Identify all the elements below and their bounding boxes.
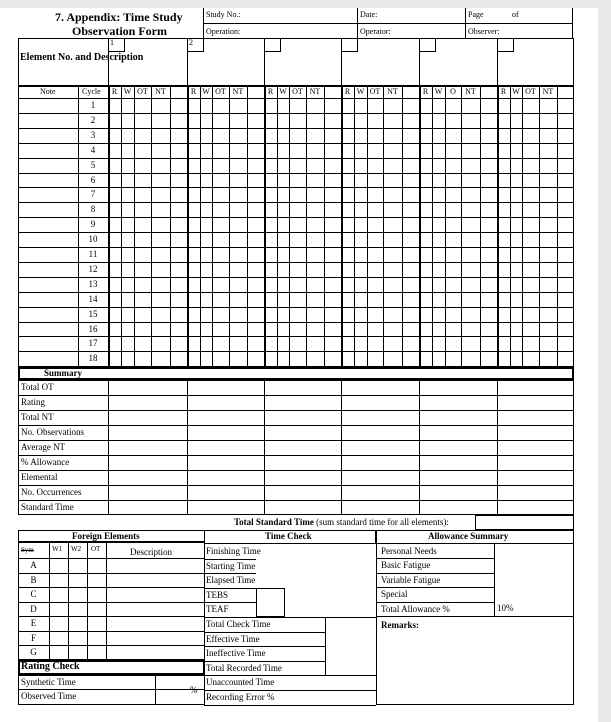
of-label: of <box>512 10 519 19</box>
foreign-elements-title: Foreign Elements <box>72 531 140 541</box>
allowance-row-line <box>376 587 494 588</box>
time-check-row-line <box>204 559 256 560</box>
sub-header-label: W <box>202 87 210 96</box>
cycle-number: 16 <box>88 324 98 334</box>
cycle-number: 11 <box>88 249 98 259</box>
remarks-label: Remarks: <box>381 620 419 630</box>
foreign-row-line <box>18 587 205 588</box>
grid-col-line <box>419 86 421 367</box>
grid-col-line <box>247 86 248 367</box>
observed-time-label: Observed Time <box>21 691 77 701</box>
cycle-number: 13 <box>88 279 98 289</box>
time-check-row-label: Finishing Time <box>206 546 261 556</box>
cycle-number: 3 <box>90 130 96 140</box>
time-check-row-line <box>204 646 325 647</box>
summary-row-line <box>18 485 574 486</box>
page-label: Page <box>468 10 484 19</box>
sub-header-label: NT <box>232 87 244 96</box>
sub-header-label: R <box>344 87 351 96</box>
foreign-col-line <box>49 542 50 660</box>
grid-col-line <box>461 86 462 367</box>
sub-header-label: OT <box>215 87 226 96</box>
form-title-line2: Observation Form <box>72 24 167 38</box>
grid-col-line <box>264 86 266 367</box>
grid-row-line <box>18 292 574 293</box>
time-check-row-line <box>204 588 256 589</box>
grid-row-line <box>18 202 574 203</box>
time-check-title: Time Check <box>265 531 312 541</box>
sym-header: Sym <box>21 546 34 554</box>
grid-row-line <box>18 143 574 144</box>
summary-row-label: Average NT <box>21 442 66 452</box>
operation-label: Operation: <box>206 27 241 36</box>
rating-check-divider <box>18 689 205 690</box>
top-edge <box>0 0 611 8</box>
grid-row-line <box>18 351 574 352</box>
sub-header-label: O <box>450 87 456 96</box>
sub-header-label: NT <box>155 87 166 96</box>
sub-header-label: R <box>267 87 274 96</box>
grid-row-line <box>18 262 574 263</box>
grid-col-line <box>306 86 307 367</box>
summary-header-bar <box>18 367 574 380</box>
time-check-row-label: Effective Time <box>206 634 260 644</box>
summary-row-line <box>18 470 574 471</box>
grid-col-line <box>510 86 511 367</box>
summary-row-line <box>18 500 574 501</box>
total-standard-time-box[interactable] <box>475 515 574 530</box>
element-number: 1 <box>110 38 114 47</box>
foreign-row-line <box>18 645 205 646</box>
grid-row-line <box>18 173 574 174</box>
foreign-row-label: A <box>30 560 37 570</box>
cycle-number: 1 <box>90 100 96 110</box>
check-time-box[interactable] <box>325 617 377 676</box>
summary-col-line <box>419 380 420 515</box>
cycle-number: 2 <box>90 115 96 125</box>
cycle-number: 10 <box>88 234 98 244</box>
element-label-text: Element No. and Description <box>20 52 144 63</box>
time-check-row-label: Unaccounted Time <box>206 677 275 687</box>
cycle-number: 15 <box>88 309 98 319</box>
foreign-row-line <box>18 616 205 617</box>
summary-row-label: Rating <box>21 397 45 407</box>
cycle-number: 5 <box>90 160 96 170</box>
grid-row-line <box>18 322 574 323</box>
grid-row-line <box>18 336 574 337</box>
operator-label: Operator: <box>360 27 391 36</box>
summary-row-line <box>18 440 574 441</box>
element-number-box[interactable] <box>264 38 281 52</box>
grid-col-line <box>539 86 540 367</box>
grid-col-line <box>432 86 433 367</box>
time-check-row-label: Recording Error % <box>206 692 275 702</box>
time-check-row-line <box>204 617 325 618</box>
grid-row-line <box>18 232 574 233</box>
cycle-number: 18 <box>88 353 98 363</box>
foreign-col-line <box>68 542 69 660</box>
foreign-row-line <box>18 573 205 574</box>
synthetic-time-label: Synthetic Time <box>21 677 76 687</box>
summary-row-label: Total OT <box>21 382 54 392</box>
grid-col-line <box>108 86 110 367</box>
element-number-box[interactable] <box>341 38 358 52</box>
grid-col-line <box>557 86 558 367</box>
grid-col-line <box>229 86 230 367</box>
time-check-row-label: Total Check Time <box>206 619 271 629</box>
percent-sign: % <box>190 685 198 695</box>
allowance-row-line <box>376 602 494 603</box>
w1-header: W1 <box>52 545 63 553</box>
sub-header-label: R <box>111 87 118 96</box>
grid-col-line <box>324 86 325 367</box>
foreign-col-line <box>106 542 107 660</box>
foreign-row-label: E <box>30 618 37 628</box>
foreign-row-label: B <box>30 575 37 585</box>
grid-row-line <box>18 277 574 278</box>
summary-col-line <box>264 380 265 515</box>
grid-col-line <box>134 86 135 367</box>
form-title-line1: 7. Appendix: Time Study <box>55 10 183 24</box>
grid-row-line <box>18 158 574 159</box>
time-check-row-line <box>204 661 325 662</box>
right-edge <box>598 0 611 722</box>
sub-header-label: R <box>422 87 429 96</box>
total-standard-time-rest: (sum standard time for all elements): <box>313 517 449 527</box>
foreign-row-label: F <box>30 633 36 643</box>
allowance-summary-title: Allowance Summary <box>428 531 509 541</box>
summary-col-line <box>108 380 109 515</box>
allowance-border <box>573 544 574 616</box>
grid-col-line <box>522 86 523 367</box>
ot-header: OT <box>91 545 101 553</box>
sub-header-label: W <box>279 87 287 96</box>
study-no-label: Study No.: <box>206 10 241 19</box>
note-header: Note <box>40 87 56 96</box>
grid-col-line <box>289 86 290 367</box>
summary-row-line <box>18 425 574 426</box>
foreign-col-line <box>87 542 88 660</box>
foreign-row-label: C <box>30 589 37 599</box>
time-check-row-line <box>204 602 256 603</box>
sub-header-label: W <box>123 87 132 96</box>
grid-col-line <box>200 86 201 367</box>
cycle-number: 12 <box>88 264 98 274</box>
grid-col-line <box>497 86 499 367</box>
cycle-number: 14 <box>88 294 98 304</box>
sub-header-label: OT <box>292 87 303 96</box>
summary-row-line <box>18 455 574 456</box>
time-check-row-label: Total Recorded Time <box>206 663 282 673</box>
summary-title: Summary <box>44 368 82 378</box>
cycle-number: 8 <box>90 204 96 214</box>
grid-col-line <box>187 86 189 367</box>
grid-row-line <box>18 217 574 218</box>
time-check-row-label: TEAF <box>206 604 229 614</box>
allowance-row-label: Special <box>381 589 408 599</box>
summary-row-label: Total NT <box>21 412 54 422</box>
grid-row-line <box>18 187 574 188</box>
time-check-row-line <box>204 632 325 633</box>
tebs-teaf-box[interactable] <box>256 588 285 617</box>
time-check-border <box>204 544 205 705</box>
grid-row-line <box>18 307 574 308</box>
rating-check-title: Rating Check <box>21 661 80 672</box>
grid-row-line <box>18 247 574 248</box>
time-check-row-label: Ineffective Time <box>206 648 266 658</box>
grid-col-line <box>151 86 152 367</box>
summary-col-line <box>341 380 342 515</box>
cycle-number: 6 <box>90 175 96 185</box>
summary-col-line <box>497 380 498 515</box>
element-number-box[interactable] <box>419 38 436 52</box>
w2-header: W2 <box>71 545 82 553</box>
allowance-row-label: Personal Needs <box>381 546 437 556</box>
time-check-row-label: Elapsed Time <box>206 575 256 585</box>
sub-header-label: NT <box>465 87 476 96</box>
cycle-number: 4 <box>90 145 96 155</box>
grid-col-line <box>402 86 403 367</box>
sub-header-label: NT <box>309 87 321 96</box>
summary-row-label: No. Occurrences <box>21 487 82 497</box>
grid-col-line <box>212 86 213 367</box>
sub-header-label: W <box>356 87 365 96</box>
foreign-row-label: D <box>30 604 37 614</box>
cycle-number: 9 <box>90 219 96 229</box>
sub-header-label: OT <box>525 87 536 96</box>
sub-header-label: NT <box>387 87 398 96</box>
sub-header-label: R <box>190 87 197 96</box>
sub-header-label: OT <box>137 87 148 96</box>
grid-col-line <box>277 86 278 367</box>
header-divider <box>203 23 573 24</box>
sub-header-label: OT <box>369 87 381 96</box>
sub-header-label: R <box>500 87 507 96</box>
sub-header-label: W <box>434 87 443 96</box>
total-standard-time-bold: Total Standard Time <box>234 517 314 527</box>
cycle-header: Cycle <box>82 87 101 96</box>
date-label: Date: <box>360 10 378 19</box>
grid-header-divider <box>18 98 574 99</box>
grid-col-line <box>121 86 122 367</box>
summary-row-label: % Allowance <box>21 457 70 467</box>
allowance-row-line <box>376 573 494 574</box>
summary-row-label: Standard Time <box>21 502 74 512</box>
foreign-header-line <box>18 558 205 559</box>
rating-check-divider <box>155 675 156 705</box>
summary-row-line <box>18 410 574 411</box>
cycle-number: 17 <box>88 338 98 348</box>
summary-row-label: Elemental <box>21 472 58 482</box>
cycle-number: 7 <box>90 189 96 199</box>
foreign-row-label: G <box>30 647 37 657</box>
foreign-row-line <box>18 602 205 603</box>
summary-row-label: No. Observations <box>21 427 84 437</box>
grid-col-line <box>354 86 355 367</box>
allowance-row-label: Basic Fatigue <box>381 560 431 570</box>
grid-row-line <box>18 113 574 114</box>
element-number-box[interactable] <box>497 38 514 52</box>
summary-table <box>18 380 574 515</box>
description-header: Description <box>130 547 172 557</box>
grid-col-line <box>445 86 446 367</box>
grid-col-line <box>170 86 171 367</box>
time-check-row-line <box>204 690 376 691</box>
allowance-col-line <box>494 544 495 616</box>
grid-col-line <box>367 86 368 367</box>
summary-col-line <box>187 380 188 515</box>
grid-col-line <box>480 86 481 367</box>
observer-label: Observer: <box>468 27 500 36</box>
total-allowance-value: 10% <box>497 603 514 613</box>
foreign-row-line <box>18 631 205 632</box>
sub-header-label: W <box>512 87 520 96</box>
element-label <box>20 51 144 64</box>
allowance-row-line <box>376 558 494 559</box>
sub-header-label: NT <box>542 87 554 96</box>
allowance-row-label: Variable Fatigue <box>381 575 441 585</box>
time-check-row-line <box>204 573 256 574</box>
grid-col-line <box>341 86 343 367</box>
grid-col-line <box>383 86 384 367</box>
grid-row-line <box>18 128 574 129</box>
summary-row-line <box>18 395 574 396</box>
allowance-row-label: Total Allowance % <box>381 604 450 614</box>
total-standard-time <box>234 518 449 527</box>
element-number: 2 <box>189 38 193 47</box>
time-check-border <box>204 705 376 706</box>
time-check-row-label: TEBS <box>206 590 229 600</box>
time-check-row-label: Starting Time <box>206 561 256 571</box>
